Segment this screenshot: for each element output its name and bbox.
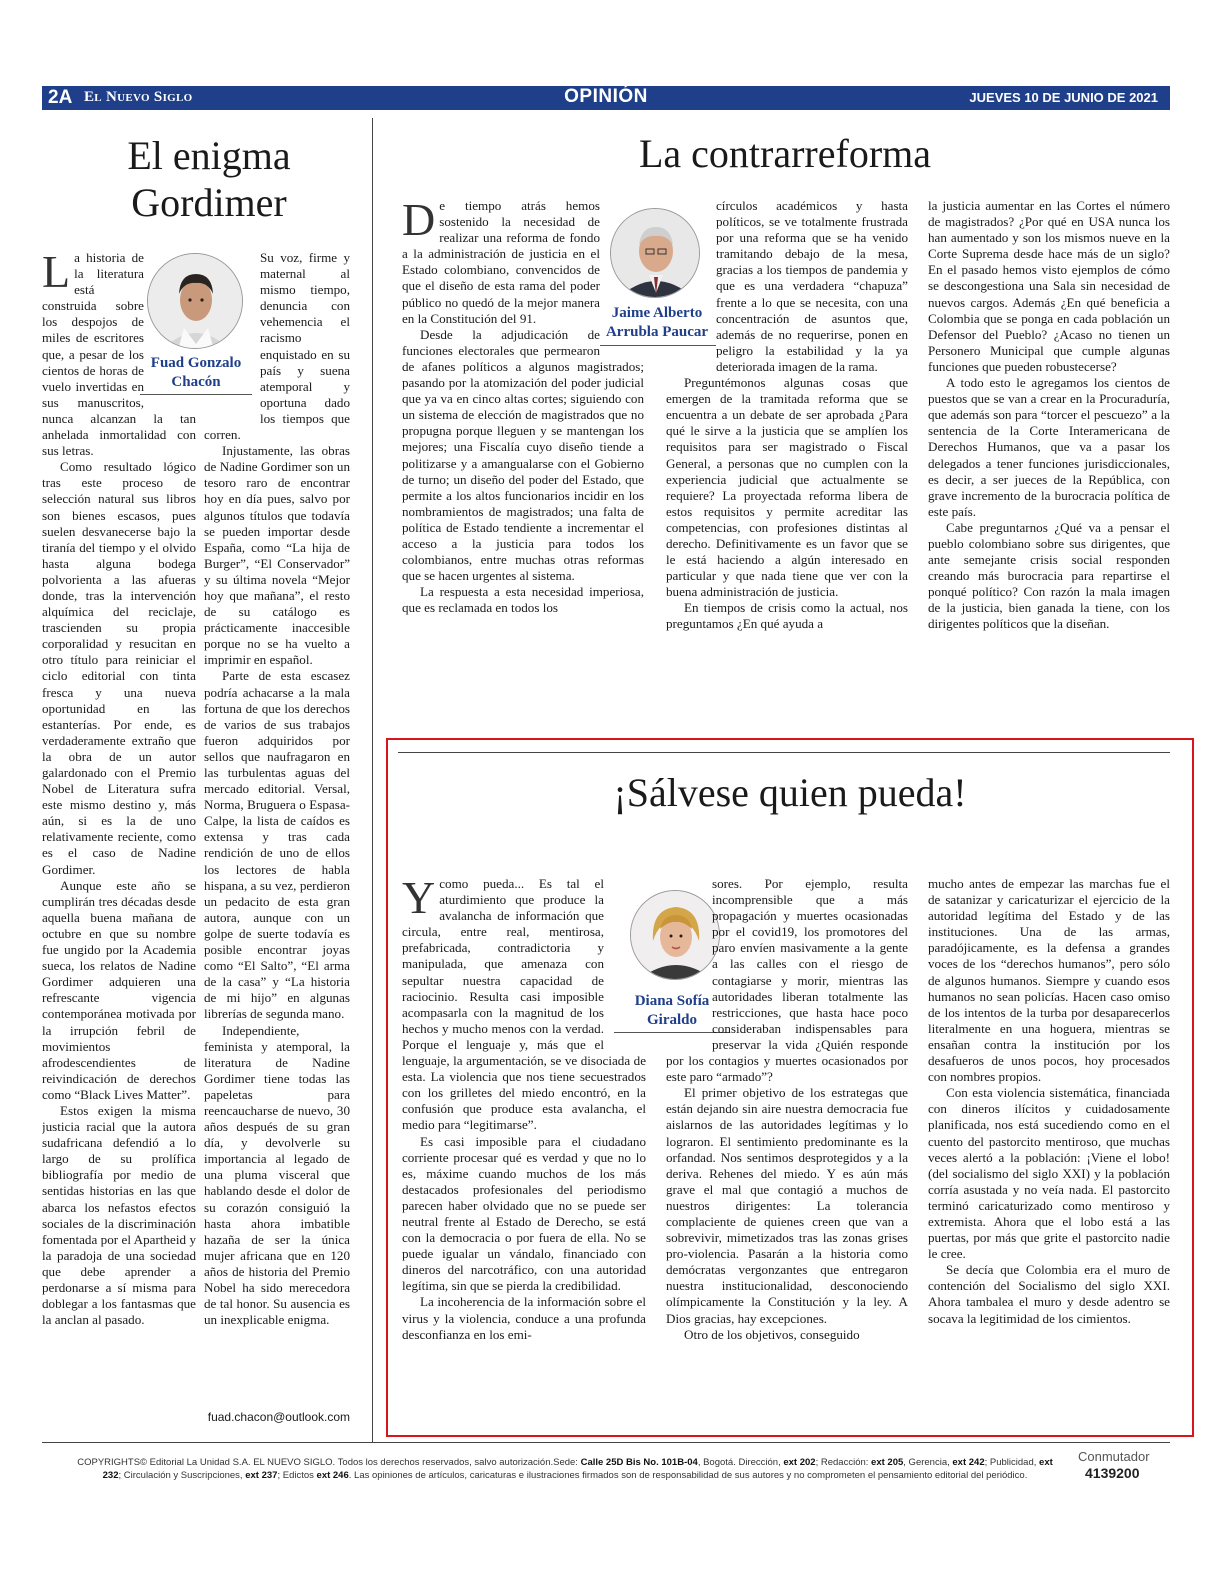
switchboard-number: 4139200 (1085, 1465, 1140, 1481)
paragraph: Otro de los objetivos, conseguido (684, 1326, 860, 1342)
paragraph: Es casi imposible para el ciudadano corriente procesar qué es verdad y que no lo es, máxime cuando muchos de los más destacados profesionales del periodismo parecen haber olvidado que no se puede ser neutral frente al Estado de Derecho, se está con la democracia o por fuera de ella. No se puede igualar un vándalo, financiado con dineros del narcotráfico, con una autoridad legítima, sin que se pierda la credibilidad. (402, 1133, 646, 1294)
paragraph: La respuesta a esta necesidad imperiosa, que es reclamada en todos los (402, 584, 644, 616)
article3-column-1 (402, 876, 646, 1420)
paragraph: Injustamente, las obras de Nadine Gordimer son un tesoro raro de encontrar hoy en día pues, salvo por algunos títulos que todavía se pueden importar desde España, como “La hija de Burger”, “El Conservador” y su última novela “Mejor hoy que mañana”, el resto de su catálogo es prácticamente inaccesible porque no se ha vuelto a imprimir en español. (204, 443, 350, 668)
paragraph: La historia de la literatura está construida sobre los despojos de miles de escritores que, a pesar de los cientos de horas de vuelo invertidas en sus manuscritos, nunca alcanzan la tan anhelada inmortalidad con sus letras. (42, 250, 196, 459)
publication-date: JUEVES 10 DE JUNIO DE 2021 (969, 90, 1158, 105)
article1-column-2 (204, 250, 350, 1410)
paragraph: De tiempo atrás hemos sostenido la necesidad de realizar una reforma de fondo a la administración de justicia en el Estado colombiano, convencidos de que el diseño de esta rama del poder público no quedó de la mejor manera en la Constitución del 91. (402, 198, 600, 326)
article-title-salvese: ¡Sálvese quien pueda! (613, 770, 967, 815)
article1-column-1 (42, 250, 196, 1426)
article-title-contrarreforma: La contrarreforma (638, 131, 932, 176)
page-number: 2A (48, 87, 73, 108)
author-byline-jaime: Jaime Alberto Arrubla Paucar (605, 305, 709, 340)
paragraph: Su voz, firme y maternal al mismo tiempo, denuncia con vehemencia el racismo enquistado en su país y suena atemporal y oportuna dado los tiempos que corren. (204, 250, 350, 443)
column-divider (372, 118, 373, 1442)
paragraph: círculos académicos y hasta políticos, se ve totalmente frustrada por una reforma que se ha venido tramitando debajo de la mesa, gracias a los tiempos de pandemia y que es una verdadera “chapuza” frente a lo que se necesita, con una concentración de asuntos que, además de no requerirse, ponen en peligro la estabilidad y la ya deteriorada imagen de la rama. (716, 198, 908, 374)
footer-divider (42, 1442, 1170, 1443)
paragraph: Parte de esta escasez podría achacarse a la mala fortuna de que los derechos de varios de sus trabajos fueron adquiridos por sellos que naufragaron en las turbulentas aguas del mercado editorial. Versal, Norma, Bruguera o Espasa-Calpe, la lista de caídos es extensa y tras cada rendición de uno de ellos los lectores de habla hispana, a su vez, perdieron un pedacito de esta gran autora, aunque con un golpe de suerte todavía es posible encontrar joyas como “El Salto”, “El arma de la casa” y “La historia de mi hijo” en algunas librerías de segunda mano. (204, 668, 350, 1022)
paragraph: Estos exigen la misma justicia racial que la autora sudafricana defendió a lo largo de su prolífica bibliografía por medio de sentidas historias en las que abarca los nefastos efectos sociales de la discriminación fomentada por el Apartheid y la paradoja de una sociedad que debe aprender a perdonarse a sí misma para doblegar a los fantasmas que la anclan al pasado. (42, 1102, 196, 1328)
paragraph: La incoherencia de la información sobre el virus y la violencia, conduce a una profunda desconfianza en los emi- (402, 1294, 646, 1342)
section-title: OPINIÓN (564, 86, 648, 107)
paragraph: En tiempos de crisis como la actual, nos preguntamos ¿En qué ayuda a (666, 600, 908, 632)
paragraph: A todo esto le agregamos los cientos de puestos que se van a crear en la Procuraduría, que además son para “torcer el pescuezo” a la sentencia de la Corte Interamericana de Derechos Humanos, que va a pasar los delegados a tener funciones jurisdiccionales, es decir, a ser jueces de la República, con grave incremento de la burocracia política de este país. (928, 375, 1170, 519)
paragraph: mucho antes de empezar las marchas fue el de satanizar y caricaturizar el ejercicio de la autoridad legítima del Estado y de las instituciones. Una de las armas, paradójicamente, es la defensa a grandes voces de los “derechos humanos”, pero sólo de algunos humanos. Siempre y cuando esos humanos no sean policías. Hacen caso omiso de los intentos de la turba por desaparecerlos literalmente en una hoguera, mientras se ensañan contra la institución por los desafueros de unos pocos, hoy procesados con nombres propios. (928, 876, 1170, 1085)
author-email: fuad.chacon@outlook.com (207, 1410, 350, 1424)
paragraph: Con esta violencia sistemática, financiada con dineros ilícitos y cuidadosamente planificada, nos está sucediendo como en el cuento del pastorcito mentiroso, que muchas veces alertó a la población: ¡Viene el lobo! (del socialismo del siglo XXI) y la población corría asustada y no veía nada. El pastorcito terminó caricaturizado como mentiroso y extremista. Ahora que el lobo está a las puertas, por más que grite el pastorcito nadie le cree. (928, 1085, 1170, 1262)
paragraph: Cabe preguntarnos ¿Qué va a pensar el pueblo colombiano sobre sus dirigentes, que ante semejante crisis social responden creando más burocracia para repartirse el ponqué político? Con razón la mala imagen de la justicia, bien ganada la tiene, con los dirigentes políticos que la diseñan. (928, 519, 1170, 632)
switchboard-label: Conmutador (1078, 1449, 1150, 1464)
author-byline-fuad: Fuad Gonzalo Chacón (150, 355, 242, 390)
paragraph: Desde la adjudicación de funciones electorales que permearon de afanes políticos a algunos magistrados; pasando por la atomización del poder judicial que ya va en cinco altas cortes; siguiendo con un sistema de elección de magistrados que no propugna porque lleguen y se mantengan los mejores; una Fiscalía cuyo diseño tiende a politizarse y a amangualarse con el Gobierno de turno; un diseño del poder del Estado, que permite a los altos funcionarios incidir en los nombramientos de magistrados; una falta de política de Estado tendiente a incrementar el acceso a la justicia para todos los colombianos, entre muchas otras reformas que se hacen urgentes al sistema. (402, 326, 644, 584)
paragraph: la justicia aumentar en las Cortes el número de magistrados? ¿Por qué en USA nunca los han aumentado y son los mismos nueve en la Corte Suprema desde hace más de un siglo? En el pasado hemos visto ejemplos de cómo se descongestiona una Sala sin necesidad de nuevos cargos. Además ¿En qué beneficia a Colombia que se ponga en cada población un Defensor del Pueblo? ¿Acaso no tienen un Personero Municipal que cumple algunas funciones que pueden robustecerse? (928, 198, 1170, 374)
paragraph: Ycomo pueda... Es tal el aturdimiento que produce la avalancha de información que circula, entre real, mentirosa, prefabricada, contradictoria y manipulada, que amenaza con sepultar nuestra capacidad de raciocinio. Resulta casi imposible acompasarla con la magnitud de los hechos y mucho menos con la verdad. Porque el lenguaje y, más que el lenguaje, la argumentación, se ve disociada de esta. La violencia que nos tiene secuestrados con los grilletes del miedo encontró, en la confusión que produce esta avalancha, el medio para “legitimarse”. (402, 876, 646, 1133)
article2-column-1 (402, 198, 644, 720)
paragraph: Preguntémonos algunas cosas que emergen de la tramitada reforma que se encuentra a un debate de ser aprobada ¿Para qué le sirve a la justicia que se amplíen los requisitos para ser magistrado o Fiscal General, a personas que no cumplen con la experiencia judicial que actualmente se requiere? La proyectada reforma libera de estos requisitos y permite acreditar las competencias, con profesiones distintas al derecho. Definitivamente es un favor que se le está haciendo a algún interesado en particular y que nada tiene que ver con la buena administración de justicia. (666, 375, 908, 600)
paragraph: sores. Por ejemplo, resulta incomprensible que a más propagación y muertes ocasionadas por el covid19, los promotores del paro envíen masivamente a la gente a las calles con el riesgo de contagiarse y morir, mientras las autoridades liberan totalmente las restricciones, que hasta hace poco consideraban indispensables para preservar la vida ¿Quién responde por los contagios y muertes ocasionados por este paro “armado”? (666, 876, 908, 1085)
article3-column-3 (928, 876, 1170, 1420)
paragraph: Se decía que Colombia era el muro de contención del Socialismo del siglo XXI. Ahora tambalea el muro y desde adentro se socava la legitimidad de los cimientos. (928, 1262, 1170, 1326)
paragraph: El primer objetivo de los estrategas que están dejando sin aire nuestra democracia fue aislarnos de las autoridades legítimas y lo lograron. El sentimiento predominante es la orfandad. Nos sentimos desprotegidos y a la deriva. Rehenes del miedo. Y es aún más grave el mal que contagió a muchos de nuestros dirigentes: La tolerancia complaciente de quienes creen que van a sobrevivir, mimetizados tras las zonas grises pro-violencia. Pasarán a la historia como demócratas vergonzantes que entregaron nuestra institucionalidad, desconociendo olímpicamente la Constitución y la ley. A Dios gracias, hay excepciones. (666, 1085, 908, 1326)
paragraph: Como resultado lógico tras este proceso de selección natural sus libros son bienes escasos, pues suelen desvanecerse bajo la tiranía del tiempo y el olvido hasta alguna bodega polvorienta a las afueras donde, tras la intervención alquímica del reciclaje, trascienden su propia corporalidad y resucitan en otro título para reiniciar el ciclo editorial con tinta fresca y una nueva oportunidad en las estanterías. Por ende, es verdaderamente extraño que la obra de un autor galardonado con el Premio Nobel de Literatura sufra este mismo destino y, más aún, si es la de uno relativamente reciente, como es el caso de Nadine Gordimer. (42, 459, 196, 877)
article2-column-2 (666, 198, 908, 720)
author-byline-diana: Diana Sofía Giraldo (634, 993, 710, 1028)
paragraph: Independiente, feminista y atemporal, la literatura de Nadine Gordimer tiene todas las papeletas para reencaucharse de nuevo, 30 años después de su gran día, y devolverle su importancia al legado de una pluma visceral que hablando desde el dolor de su corazón consiguió la hasta ahora imbatible hazaña de ser la única mujer africana que en 120 años de historia del Premio Nobel ha sido merecedora de tal honor. Su ausencia es un inexplicable enigma. (204, 1022, 350, 1328)
page-header (42, 86, 1170, 110)
article2-column-3 (928, 198, 1170, 720)
paragraph: Aunque este año se cumplirán tres décadas desde aquella buena mañana de octubre en que su nombre fue ungido por la Academia sueca, los relatos de Nadine Gordimer adquieren una refrescante vigencia contemporánea motivada por la irrupción febril de movimientos afrodescendientes de reivindicación de derechos como “Black Lives Matter”. (42, 877, 196, 1102)
article-title-enigma: El enigma Gordimer (127, 133, 291, 225)
newspaper-masthead: El Nuevo Siglo (84, 89, 193, 105)
copyright-footer: COPYRIGHTS© Editorial La Unidad S.A. EL NUEVO SIGLO. Todos los derechos reservados, salvo autorización.Sede: Calle 25D Bis No. 101B-04, Bogotá. Dirección, ext 202; Redacción: ext 205, Gerencia, ext 242; Publicidad, ext 232; Circulación y Suscripciones, ext 237; Edictos ext 246. Las opiniones de artículos, caricaturas e ilustraciones firmados son de responsabilidad de sus autores y no comprometen el pensamiento editorial del periódico. (77, 1457, 1053, 1481)
article3-column-2 (666, 876, 908, 1420)
